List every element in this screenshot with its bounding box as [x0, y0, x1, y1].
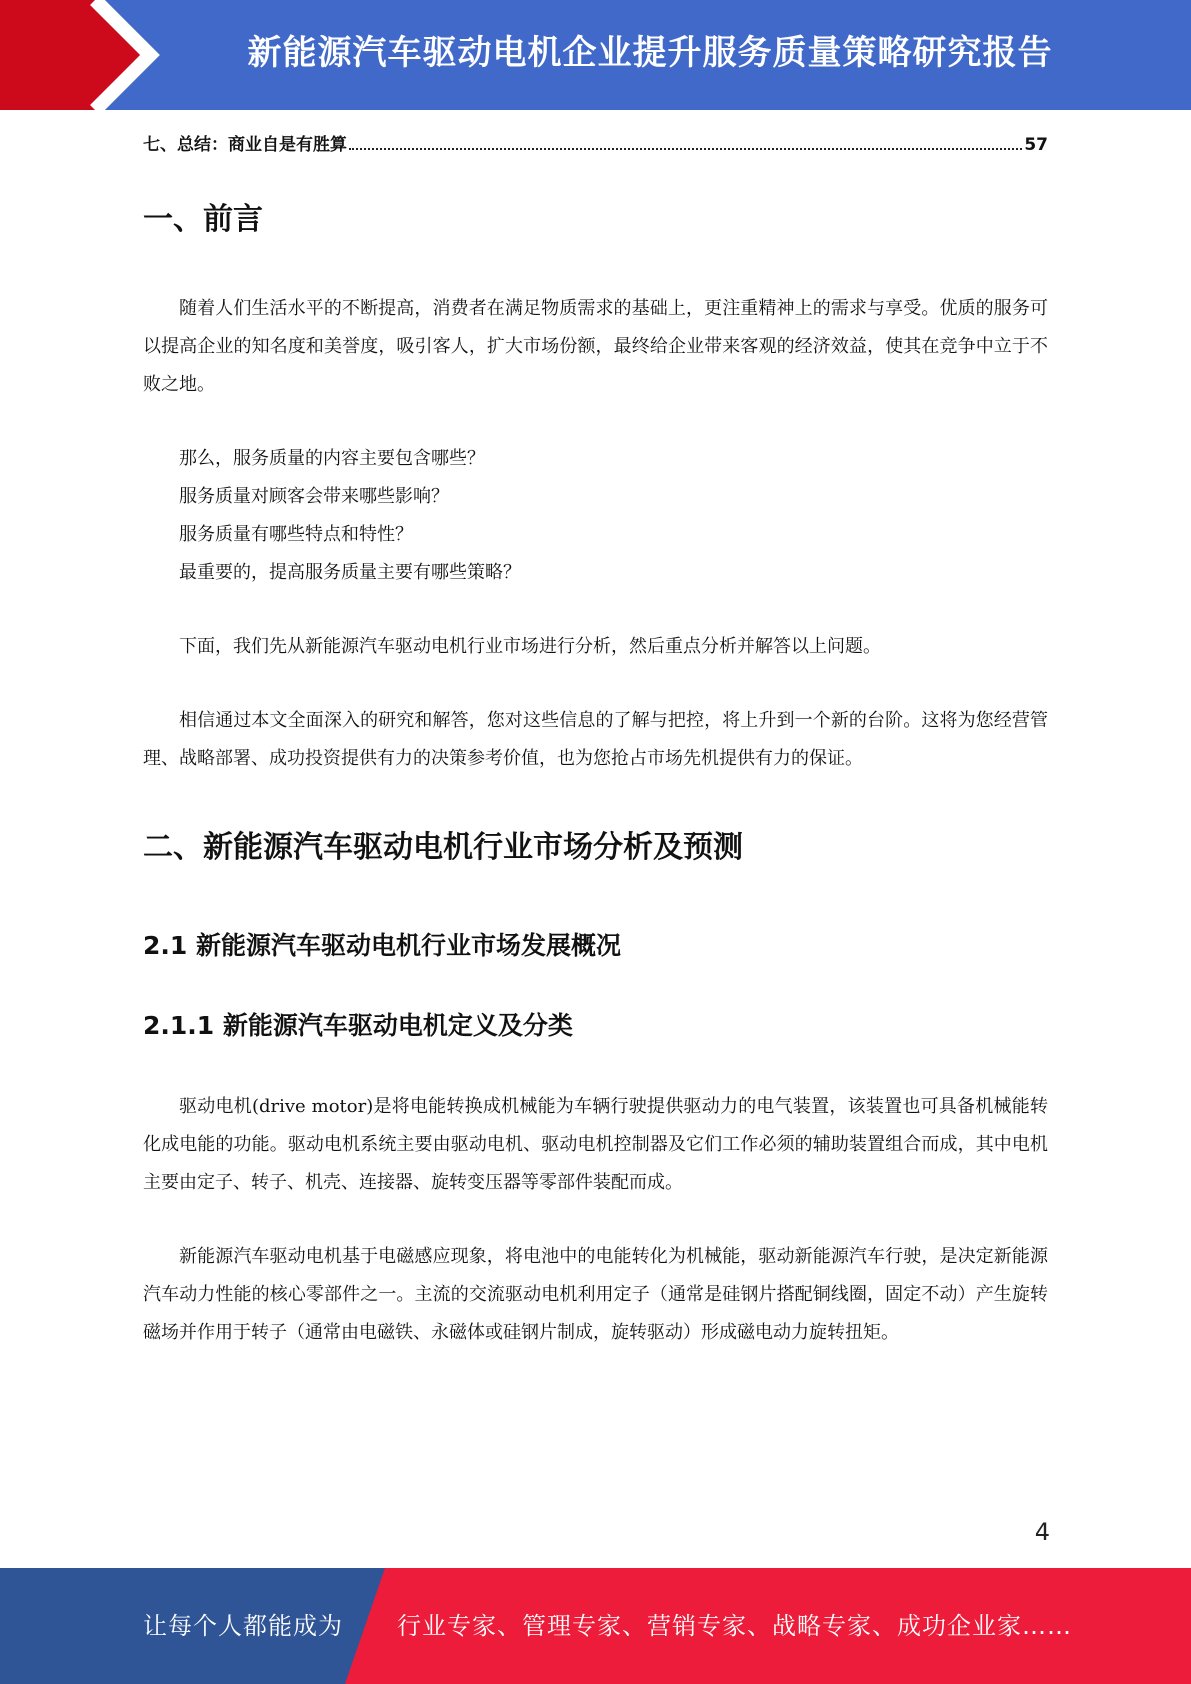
toc-leader-dots [349, 147, 1022, 150]
footer-slogan-left: 让每个人都能成为 [143, 1612, 343, 1640]
footer-slogan-right: 行业专家、管理专家、营销专家、战略专家、成功企业家…… [397, 1612, 1072, 1640]
preface-paragraph-1: 随着人们生活水平的不断提高，消费者在满足物质需求的基础上，更注重精神上的需求与享受。优质的服务可以提高企业的知名度和美誉度，吸引客人，扩大市场份额，最终给企业带来客观的经济效益，使其在竞争中立于不败之地。 [143, 298, 1048, 395]
footer-banner [0, 1568, 1191, 1684]
preface-paragraph-2: 下面，我们先从新能源汽车驱动电机行业市场进行分析，然后重点分析并解答以上问题。 [179, 636, 881, 657]
report-title: 新能源汽车驱动电机企业提升服务质量策略研究报告 [247, 33, 1053, 73]
question-item: 服务质量对顾客会带来哪些影响？ [179, 486, 449, 507]
section-heading-preface: 一、前言 [143, 202, 263, 237]
question-item: 服务质量有哪些特点和特性？ [179, 524, 413, 545]
header-arrow-decoration [0, 0, 170, 110]
page-number: 4 [1034, 1518, 1050, 1546]
preface-paragraph-3: 相信通过本文全面深入的研究和解答，您对这些信息的了解与把控，将上升到一个新的台阶。这将为您经营管理、战略部署、成功投资提供有力的决策参考价值，也为您抢占市场先机提供有力的保证。 [143, 710, 1048, 769]
question-item: 最重要的，提高服务质量主要有哪些策略？ [179, 562, 521, 583]
definition-paragraph-2: 新能源汽车驱动电机基于电磁感应现象，将电池中的电能转化为机械能，驱动新能源汽车行驶，是决定新能源汽车动力性能的核心零部件之一。主流的交流驱动电机利用定子（通常是硅钢片搭配铜线圈，固定不动）产生旋转磁场并作用于转子（通常由电磁铁、永磁体或硅钢片制成，旋转驱动）形成磁电动力旋转扭矩。 [143, 1246, 1048, 1343]
question-list [143, 440, 1048, 592]
section-heading-market-analysis: 二、新能源汽车驱动电机行业市场分析及预测 [143, 830, 743, 865]
toc-entry-text: 七、总结：商业自是有胜算 [143, 135, 347, 155]
header-banner [0, 0, 1191, 110]
document-body [143, 120, 1048, 1352]
toc-entry[interactable] [143, 120, 1048, 170]
definition-paragraph-1: 驱动电机(drive motor)是将电能转换成机械能为车辆行驶提供驱动力的电气装置，该装置也可具备机械能转化成电能的功能。驱动电机系统主要由驱动电机、驱动电机控制器及它们工作必须的辅助装置组合而成，其中电机主要由定子、转子、机壳、连接器、旋转变压器等零部件装配而成。 [143, 1096, 1048, 1193]
subsection-heading-2-1: 2.1 新能源汽车驱动电机行业市场发展概况 [143, 931, 621, 960]
toc-entry-page: 57 [1024, 135, 1048, 155]
question-item: 那么，服务质量的内容主要包含哪些？ [179, 448, 485, 469]
subsection-heading-2-1-1: 2.1.1 新能源汽车驱动电机定义及分类 [143, 1011, 573, 1040]
